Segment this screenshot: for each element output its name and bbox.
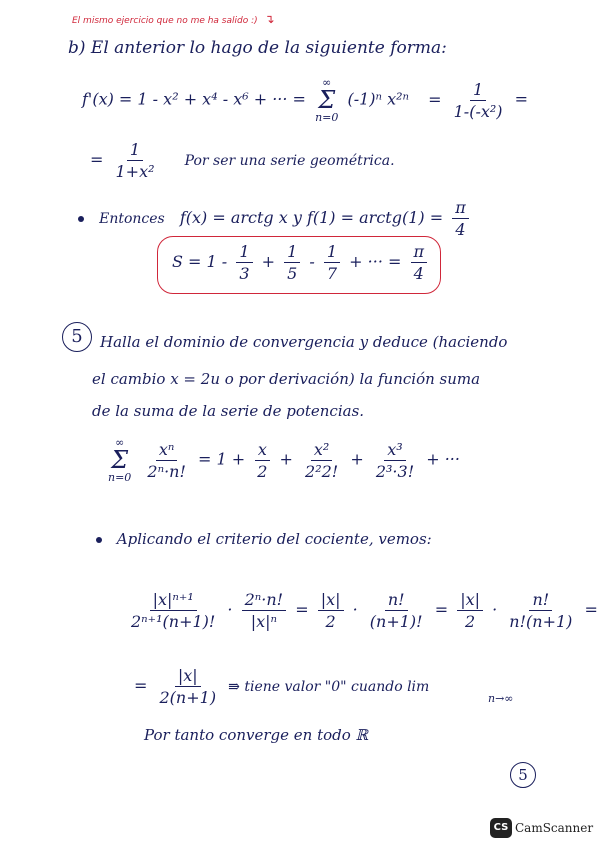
fprime-lhs: f'(x) = 1 - x² + x⁴ - x⁶ + ··· =	[82, 89, 306, 109]
page-number: 5	[510, 762, 536, 788]
bullet-icon	[96, 537, 102, 543]
header-note	[72, 12, 275, 26]
geometric-note: Por ser una serie geométrica.	[184, 153, 395, 169]
problem-5-number	[62, 322, 92, 352]
camscanner-logo: CS	[490, 818, 512, 838]
fraction-geometric: $\frac{1}{\text{1-(-x²)}}$	[453, 79, 503, 121]
fprime-line	[82, 76, 528, 124]
then-expression: f(x) = arctg x y f(1) = arctg(1) =	[179, 208, 444, 227]
part-b-intro-text: El anterior lo hago de la siguiente forma:	[90, 38, 447, 58]
arrow-down-icon: ↴	[264, 12, 275, 26]
equals: =	[428, 89, 442, 109]
bullet-icon	[78, 216, 84, 222]
header-note-text: El mismo ejercicio que no me ha salido :)	[72, 16, 258, 26]
fraction-pi-4: $\frac{\pi}{4}$	[452, 198, 469, 239]
fraction-result: $\frac{1}{\text{1+x²}}$	[115, 140, 155, 181]
sum-symbol: ∞ Σ n=0	[108, 436, 132, 484]
equals: =	[514, 89, 529, 109]
conclusion-line: Por tanto converge en todo ℝ	[144, 726, 369, 744]
sum-symbol: ∞ Σ n=0	[315, 76, 339, 124]
limit-line: = $\frac{|x|}{2(n+1)}$ ⇛ tiene valor "0" cuando lim	[134, 666, 430, 707]
limit-subscript: n→∞	[488, 692, 514, 705]
criterion-text: Aplicando el criterio del cociente, vemos:	[116, 530, 432, 548]
then-line	[78, 198, 473, 239]
part-b-intro	[68, 38, 447, 58]
sum-term: (-1)ⁿ x²ⁿ	[347, 89, 410, 109]
limit-text: ⇛ tiene valor "0" cuando lim	[228, 679, 430, 695]
geometric-result-line	[90, 140, 395, 181]
statement-line-1: Halla el dominio de convergencia y deduce (haciendo	[100, 333, 508, 351]
problem-number: 5	[62, 322, 92, 352]
series-line: ∞ Σ n=0 $\frac{\text{xⁿ}}{\text{2ⁿ·n!}}$ = 1 + $\frac{x}{2}$ + $\frac{\text{x²}}{\text{2²2!}}$ + $\frac{\text{x³}}{\text{2³·3!}}$ + ···	[108, 436, 460, 484]
equals: =	[90, 150, 104, 169]
then-label: Entonces	[99, 211, 165, 227]
statement-line-2: el cambio x = 2u o por derivación) la función suma	[92, 370, 481, 388]
part-b-label: b)	[68, 38, 86, 58]
statement-line-3: de la suma de la serie de potencias.	[92, 402, 365, 420]
result-line: S = 1 - $\frac{1}{3}$ + $\frac{1}{5}$ - $\frac{1}{7}$ + ··· = $\frac{\pi}{4}$	[172, 242, 431, 283]
ratio-line: $\frac{\text{|x|ⁿ⁺¹}}{\text{2ⁿ⁺¹(n+1)!}}$ · $\frac{\text{2ⁿ·n!}}{\text{|x|ⁿ}}$ = $\frac{|x|}{2}$ · $\frac{n!}{(n+1)!}$ = $\frac{|x|}{2}$ · $\frac{n!}{n!(n+1)}$ =	[131, 590, 598, 631]
result-s: S = 1 -	[172, 252, 228, 271]
camscanner-watermark: CamScanner	[515, 821, 594, 835]
criterion-line	[96, 530, 432, 548]
